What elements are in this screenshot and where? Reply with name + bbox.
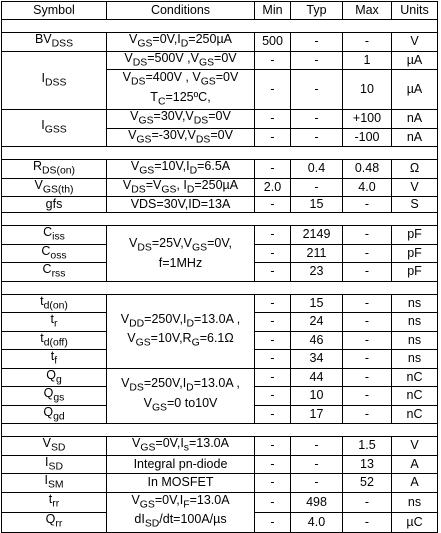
section-separator bbox=[2, 213, 438, 226]
min-cell: - bbox=[255, 128, 291, 147]
unit-cell: pF bbox=[392, 263, 438, 282]
symbol-cell: $t_{rr}$ bbox=[2, 492, 107, 512]
typ-cell: - bbox=[291, 70, 343, 110]
header-conditions: Conditions bbox=[107, 2, 255, 20]
max-cell: - bbox=[343, 244, 392, 263]
typ-cell: 17 bbox=[291, 405, 343, 424]
min-cell: - bbox=[255, 51, 291, 70]
unit-cell: ns bbox=[392, 492, 438, 512]
section-separator bbox=[2, 281, 438, 294]
table-row bbox=[2, 110, 438, 129]
conditions-cell: $V_{GS}=0V,I_D=250\mu A$ bbox=[107, 33, 255, 52]
symbol-cell: $V_{SD}$ bbox=[2, 437, 107, 456]
min-cell: - bbox=[255, 263, 291, 282]
unit-cell: ns bbox=[392, 313, 438, 332]
unit-cell: µC bbox=[392, 512, 438, 532]
typ-cell: - bbox=[291, 178, 343, 197]
unit-cell: nA bbox=[392, 128, 438, 147]
max-cell: - bbox=[343, 263, 392, 282]
symbol-cell: $Q_{gd}$ bbox=[2, 405, 107, 424]
conditions-cell: In MOSFET bbox=[107, 474, 255, 493]
max-cell: 1 bbox=[343, 51, 392, 70]
table-row bbox=[2, 51, 438, 70]
min-cell: - bbox=[255, 474, 291, 493]
unit-cell: pF bbox=[392, 226, 438, 245]
header-typ: Typ bbox=[291, 2, 343, 20]
typ-cell: 498 bbox=[291, 492, 343, 512]
max-cell: - bbox=[343, 33, 392, 52]
typ-cell: 10 bbox=[291, 387, 343, 406]
symbol-cell: $C_{iss}$ bbox=[2, 226, 107, 245]
min-cell: 2.0 bbox=[255, 178, 291, 197]
min-cell: - bbox=[255, 331, 291, 350]
max-cell: - bbox=[343, 226, 392, 245]
symbol-cell: $I_{SM}$ bbox=[2, 474, 107, 493]
max-cell: 4.0 bbox=[343, 178, 392, 197]
conditions-cell: $V_{GS}=-30V,V_{DS}=0V$ bbox=[107, 128, 255, 147]
unit-cell: V bbox=[392, 33, 438, 52]
table-row bbox=[2, 455, 438, 474]
max-cell: - bbox=[343, 387, 392, 406]
symbol-cell: $C_{oss}$ bbox=[2, 244, 107, 263]
min-cell: - bbox=[255, 70, 291, 110]
min-cell: - bbox=[255, 437, 291, 456]
separator-cell bbox=[2, 424, 438, 437]
min-cell: - bbox=[255, 368, 291, 387]
conditions-cell: $V_{GS}=30V,V_{DS}=0V$ bbox=[107, 110, 255, 129]
conditions-cell: Integral pn-diode bbox=[107, 455, 255, 474]
conditions-cell: $V_{DS}=250V,I_D=13.0A$ , $V_{GS}=0$ to10V bbox=[107, 368, 255, 424]
symbol-cell: $Q_{gs}$ bbox=[2, 387, 107, 406]
unit-cell: nC bbox=[392, 387, 438, 406]
max-cell: 1.5 bbox=[343, 437, 392, 456]
typ-cell: - bbox=[291, 474, 343, 493]
table-row bbox=[2, 437, 438, 456]
table-row bbox=[2, 294, 438, 313]
electrical-characteristics-table bbox=[1, 1, 438, 533]
min-cell: - bbox=[255, 226, 291, 245]
unit-cell: V bbox=[392, 437, 438, 456]
max-cell: - bbox=[343, 368, 392, 387]
table-row bbox=[2, 160, 438, 179]
unit-cell: ns bbox=[392, 331, 438, 350]
max-cell: - bbox=[343, 331, 392, 350]
typ-cell: 46 bbox=[291, 331, 343, 350]
symbol-cell: $t_r$ bbox=[2, 313, 107, 332]
table-body bbox=[2, 20, 438, 533]
conditions-cell: $V_{GS}=10V,I_D=6.5A$ bbox=[107, 160, 255, 179]
max-cell: 0.48 bbox=[343, 160, 392, 179]
min-cell: - bbox=[255, 244, 291, 263]
table-row bbox=[2, 474, 438, 493]
conditions-cell: VDS=30V,ID=13A bbox=[107, 197, 255, 213]
max-cell: - bbox=[343, 313, 392, 332]
symbol-cell: $C_{rss}$ bbox=[2, 263, 107, 282]
symbol-cell: $I_{GSS}$ bbox=[2, 110, 107, 147]
unit-cell: nA bbox=[392, 110, 438, 129]
table-row bbox=[2, 178, 438, 197]
typ-cell: 24 bbox=[291, 313, 343, 332]
typ-cell: - bbox=[291, 455, 343, 474]
separator-cell bbox=[2, 20, 438, 33]
conditions-cell: $V_{DS}=500V$ $,V_{GS}=0V$ bbox=[107, 51, 255, 70]
unit-cell: S bbox=[392, 197, 438, 213]
max-cell: 13 bbox=[343, 455, 392, 474]
symbol-cell: gfs bbox=[2, 197, 107, 213]
max-cell: 52 bbox=[343, 474, 392, 493]
symbol-cell: $I_{SD}$ bbox=[2, 455, 107, 474]
min-cell: - bbox=[255, 110, 291, 129]
header-row bbox=[2, 2, 438, 20]
table-row bbox=[2, 226, 438, 245]
header-max: Max bbox=[343, 2, 392, 20]
symbol-cell: $t_f$ bbox=[2, 350, 107, 369]
max-cell: - bbox=[343, 294, 392, 313]
min-cell: - bbox=[255, 160, 291, 179]
unit-cell: µA bbox=[392, 70, 438, 110]
symbol-cell: $I_{DSS}$ bbox=[2, 51, 107, 110]
unit-cell: Ω bbox=[392, 160, 438, 179]
symbol-cell: $V_{GS(th)}$ bbox=[2, 178, 107, 197]
min-cell: - bbox=[255, 387, 291, 406]
typ-cell: 15 bbox=[291, 197, 343, 213]
typ-cell: 4.0 bbox=[291, 512, 343, 532]
max-cell: +100 bbox=[343, 110, 392, 129]
min-cell: - bbox=[255, 294, 291, 313]
typ-cell: - bbox=[291, 110, 343, 129]
typ-cell: - bbox=[291, 51, 343, 70]
conditions-cell: $V_{DS}=400V$ , $V_{GS}=0V$ $T_C=125ºC$, bbox=[107, 70, 255, 110]
typ-cell: - bbox=[291, 437, 343, 456]
conditions-cell: $V_{DS}=25V,V_{GS}=0V$, f=1MHz bbox=[107, 226, 255, 282]
typ-cell: 23 bbox=[291, 263, 343, 282]
min-cell: - bbox=[255, 455, 291, 474]
section-separator bbox=[2, 424, 438, 437]
max-cell: - bbox=[343, 405, 392, 424]
typ-cell: 15 bbox=[291, 294, 343, 313]
conditions-cell: $V_{DS}=V_{GS}$, $I_D=250\mu A$ bbox=[107, 178, 255, 197]
min-cell: - bbox=[255, 350, 291, 369]
unit-cell: nC bbox=[392, 405, 438, 424]
header-units: Units bbox=[392, 2, 438, 20]
symbol-cell: $Q_g$ bbox=[2, 368, 107, 387]
typ-cell: 44 bbox=[291, 368, 343, 387]
min-cell: - bbox=[255, 313, 291, 332]
unit-cell: A bbox=[392, 455, 438, 474]
symbol-cell: $t_{d(on)}$ bbox=[2, 294, 107, 313]
conditions-cell: $V_{GS}=0V,I_F=13.0A$ $dI_{SD}/dt=100A/\mu s$ bbox=[107, 492, 255, 532]
typ-cell: 211 bbox=[291, 244, 343, 263]
min-cell: - bbox=[255, 512, 291, 532]
separator-cell bbox=[2, 147, 438, 160]
unit-cell: A bbox=[392, 474, 438, 493]
separator-cell bbox=[2, 281, 438, 294]
max-cell: 10 bbox=[343, 70, 392, 110]
conditions-cell: $V_{GS}=0V,I_s=13.0A$ bbox=[107, 437, 255, 456]
header-symbol: Symbol bbox=[2, 2, 107, 20]
max-cell: - bbox=[343, 197, 392, 213]
table-row bbox=[2, 492, 438, 512]
max-cell: - bbox=[343, 350, 392, 369]
symbol-cell: $R_{DS(on)}$ bbox=[2, 160, 107, 179]
unit-cell: pF bbox=[392, 244, 438, 263]
min-cell: - bbox=[255, 405, 291, 424]
table-row bbox=[2, 368, 438, 387]
unit-cell: nC bbox=[392, 368, 438, 387]
unit-cell: ns bbox=[392, 350, 438, 369]
symbol-cell: $t_{d(off)}$ bbox=[2, 331, 107, 350]
max-cell: - bbox=[343, 492, 392, 512]
min-cell: 500 bbox=[255, 33, 291, 52]
table-row bbox=[2, 197, 438, 213]
max-cell: -100 bbox=[343, 128, 392, 147]
separator-cell bbox=[2, 213, 438, 226]
unit-cell: ns bbox=[392, 294, 438, 313]
unit-cell: V bbox=[392, 178, 438, 197]
unit-cell: µA bbox=[392, 51, 438, 70]
symbol-cell: $Q_{rr}$ bbox=[2, 512, 107, 532]
section-separator bbox=[2, 147, 438, 160]
table-row bbox=[2, 33, 438, 52]
conditions-cell: $V_{DD}=250V,I_D=13.0A$ , $V_{GS}=10V,R_G=6.1\Omega$ bbox=[107, 294, 255, 368]
typ-cell: 0.4 bbox=[291, 160, 343, 179]
section-separator bbox=[2, 20, 438, 33]
typ-cell: - bbox=[291, 33, 343, 52]
header-min: Min bbox=[255, 2, 291, 20]
typ-cell: 2149 bbox=[291, 226, 343, 245]
typ-cell: 34 bbox=[291, 350, 343, 369]
min-cell: - bbox=[255, 197, 291, 213]
min-cell: - bbox=[255, 492, 291, 512]
symbol-cell: $BV_{DSS}$ bbox=[2, 33, 107, 52]
max-cell: - bbox=[343, 512, 392, 532]
typ-cell: - bbox=[291, 128, 343, 147]
